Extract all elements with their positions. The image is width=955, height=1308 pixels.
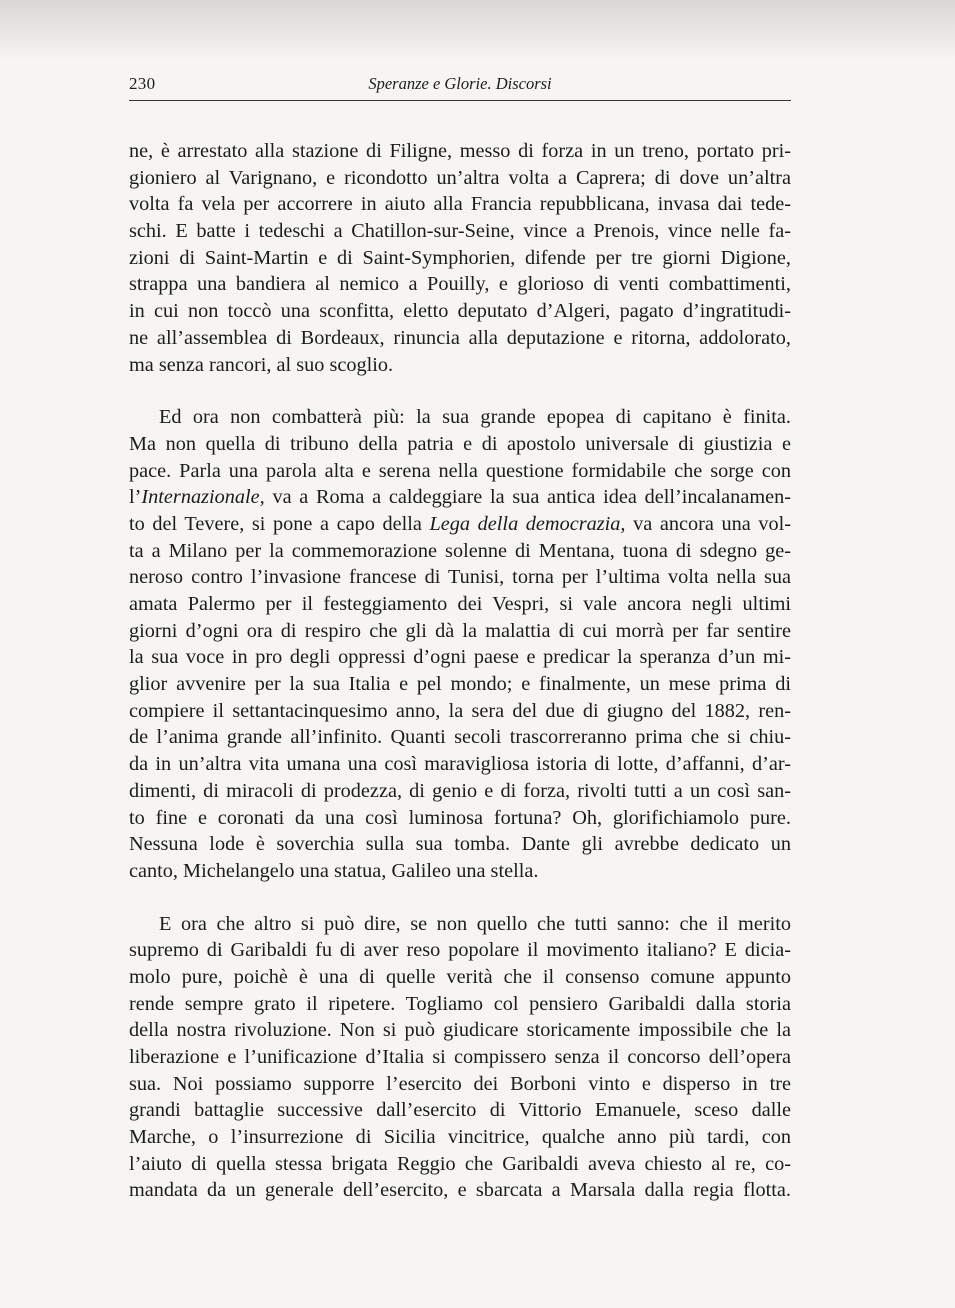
text-line: molo pure, poichè è una di quelle verità che il consenso comune appunto <box>129 965 791 988</box>
text-line: compiere il settantacinquesimo anno, la sera del due di giugno del 1882, ren- <box>129 699 791 722</box>
italic-title-lega: Lega della democrazia, <box>429 512 626 535</box>
text-fragment: l’ <box>129 486 142 509</box>
text-line: Ed ora non combatterà più: la sua grande epopea di capitano è finita. <box>159 406 791 429</box>
text-line: E ora che altro si può dire, se non quello che tutti sanno: che il merito <box>159 912 791 935</box>
text-line: in cui non toccò una sconfitta, eletto deputato d’Algeri, pagato d’ingratitudi- <box>129 300 791 323</box>
text-fragment: to del Tevere, si pone a capo della <box>129 512 430 535</box>
text-line: mandata da un generale dell’esercito, e sbarcata a Marsala dalla regia flotta. <box>129 1179 791 1202</box>
text-line: rende sempre grato il ripetere. Togliamo col pensiero Garibaldi dalla storia <box>129 992 791 1015</box>
text-line: glior avvenire per la sua Italia e pel mondo; e finalmente, un mese prima di <box>129 673 791 696</box>
text-line: la sua voce in pro degli oppressi d’ogni paese e predicar la speranza d’un mi- <box>129 646 791 669</box>
text-line: schi. E batte i tedeschi a Chatillon-sur-Seine, vince a Prenois, vince nelle fa- <box>129 220 791 243</box>
text-line: Nessuna lode è soverchia sulla sua tomba. Dante gli avrebbe dedicato un <box>129 833 791 856</box>
page-header <box>129 72 791 101</box>
text-line: liberazione e l’unificazione d’Italia si compissero senza il concorso dell’opera <box>129 1046 791 1068</box>
paragraph-gap <box>129 378 791 404</box>
body-text <box>129 138 791 1204</box>
text-line: ta a Milano per la commemorazione solenne di Mentana, tuona di sdegno ge- <box>129 539 791 562</box>
text-line: dimenti, di miracoli di prodezza, di genio e di forza, rivolti tutti a un così san- <box>129 779 791 802</box>
text-line: da in un’altra vita umana una così maravigliosa istoria di lotte, d’affanni, d’ar- <box>129 753 791 776</box>
text-line: ma senza rancori, al suo scoglio. <box>129 353 394 376</box>
text-line: de l’anima grande all’infinito. Quanti secoli trascorreranno prima che si chiu- <box>129 726 791 749</box>
text-line: l’aiuto di quella stessa brigata Reggio che Garibaldi aveva chiesto al re, co- <box>129 1152 791 1175</box>
text-line: ne, è arrestato alla stazione di Filigne, messo di forza in un treno, portato pri- <box>129 140 791 162</box>
text-line-mixed <box>129 511 791 538</box>
text-fragment: va ancora una vol- <box>625 512 791 535</box>
text-line: zioni di Saint-Martin e di Saint-Symphorien, difende per tre giorni Digione, <box>129 246 791 269</box>
text-line: Ma non quella di tribuno della patria e di apostolo universale di giustizia e <box>129 432 791 455</box>
page-number: 230 <box>129 74 156 93</box>
text-line: supremo di Garibaldi fu di aver reso popolare il movimento italiano? E dicia- <box>129 939 791 962</box>
text-line: to fine e coronati da una così luminosa fortuna? Oh, glorifichiamolo pure. <box>129 806 791 829</box>
text-line: strappa una bandiera al nemico a Pouilly, e glorioso di venti combattimenti, <box>129 273 791 296</box>
text-line: ne all’assemblea di Bordeaux, rinuncia alla deputazione e ritorna, addolorato, <box>129 326 791 349</box>
scan-edge-shadow <box>0 0 955 60</box>
text-line: della nostra rivoluzione. Non si può giudicare storicamente impossibile che la <box>129 1019 791 1042</box>
running-title: Speranze e Glorie. Discorsi <box>368 74 552 93</box>
text-line: gioniero al Varignano, e ricondotto un’altra volta a Caprera; di dove un’altra <box>129 166 791 189</box>
text-fragment: va a Roma a caldeggiare la sua antica idea dell’incalanamen- <box>264 486 791 509</box>
paragraph-1 <box>129 138 791 378</box>
paragraph-2 <box>129 404 791 884</box>
text-line: neroso contro l’invasione francese di Tunisi, torna per l’ultima volta nella sua <box>129 566 791 589</box>
text-line: Marche, o l’insurrezione di Sicilia vincitrice, qualche anno più tardi, con <box>129 1126 791 1149</box>
text-line: volta fa vela per accorrere in aiuto alla Francia repubblicana, invasa dai tede- <box>129 193 791 216</box>
paragraph-3 <box>129 911 791 1205</box>
text-line: canto, Michelangelo una statua, Galileo una stella. <box>129 859 539 882</box>
text-line: sua. Noi possiamo supporre l’esercito dei Borboni vinto e disperso in tre <box>129 1072 791 1095</box>
text-line-mixed <box>129 484 791 511</box>
paragraph-gap <box>129 885 791 911</box>
text-line: giorni d’ogni ora di respiro che gli dà la malattia di cui morrà per far sentire <box>129 619 791 642</box>
text-line: grandi battaglie successive dall’esercito di Vittorio Emanuele, sceso dalle <box>129 1099 791 1122</box>
text-line: amata Palermo per il festeggiamento dei Vespri, si vale ancora negli ultimi <box>129 593 791 615</box>
text-line: pace. Parla una parola alta e serena nella questione formidabile che sorge con <box>129 459 791 482</box>
italic-title-internazionale: Internazionale, <box>141 486 265 509</box>
